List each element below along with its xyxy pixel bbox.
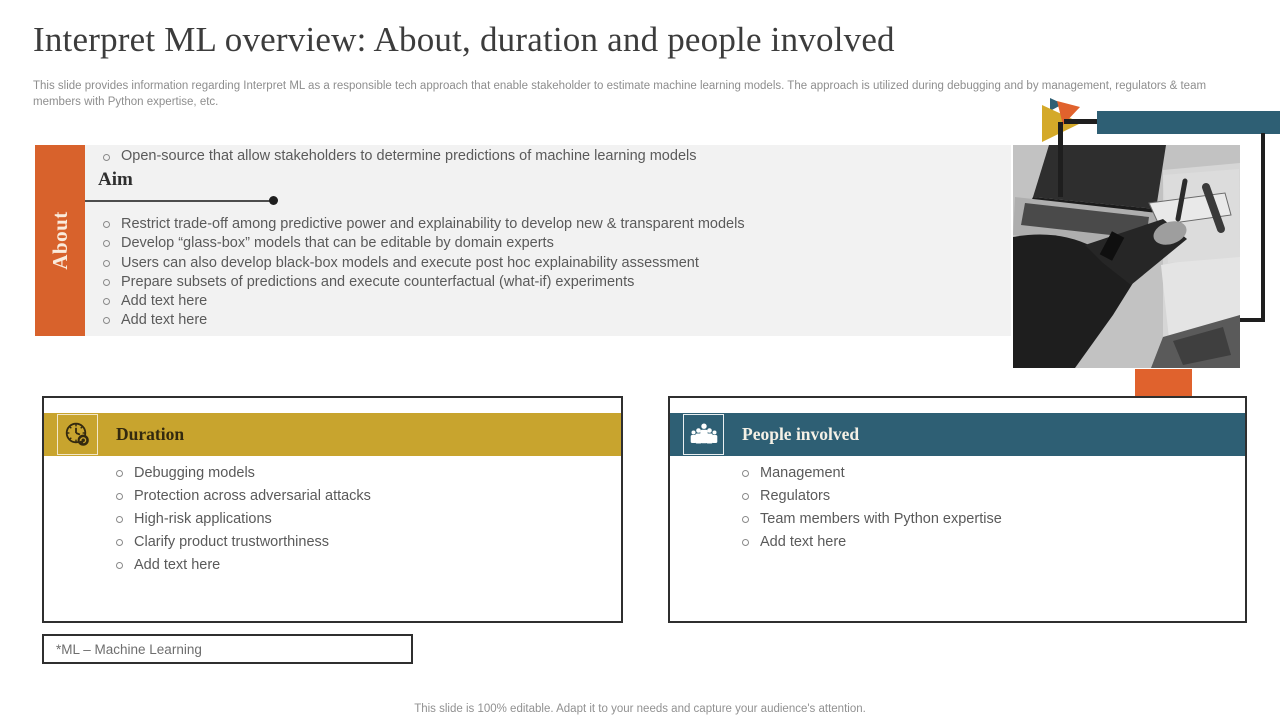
about-aim-list: [103, 215, 998, 331]
duration-card: [42, 396, 623, 623]
duration-heading: Duration: [116, 424, 185, 444]
list-item: [742, 462, 1222, 485]
orange-accent-block: [1135, 369, 1192, 396]
people-icon-frame: [683, 414, 724, 455]
list-item: [103, 254, 998, 273]
list-item: [103, 273, 998, 292]
circle-bullet-icon: [103, 317, 110, 324]
aim-connector-dot: [269, 196, 278, 205]
list-item-text: Team members with Python expertise: [760, 511, 1002, 527]
circle-bullet-icon: [103, 221, 110, 228]
list-item: [742, 508, 1222, 531]
duration-header: [44, 413, 621, 456]
circle-bullet-icon: [116, 493, 123, 500]
stopwatch-icon: [64, 421, 91, 448]
about-intro-list: [103, 148, 993, 164]
people-involved-card: [668, 396, 1247, 623]
list-item-text: Clarify product trustworthiness: [134, 534, 330, 550]
connector-line-horizontal: [1064, 119, 1100, 124]
about-tab: [35, 145, 85, 336]
circle-bullet-icon: [116, 539, 123, 546]
list-item-text: Add text here: [134, 557, 221, 573]
list-item-text: Develop “glass-box” models that can be editable by domain experts: [121, 235, 554, 252]
list-item: [116, 531, 596, 554]
slide-title: Interpret ML overview: About, duration and people involved: [33, 20, 895, 59]
people-header: [670, 413, 1245, 456]
list-item-text: Protection across adversarial attacks: [134, 488, 371, 504]
list-item: [103, 311, 998, 330]
teal-accent-bar: [1097, 111, 1280, 134]
aim-connector-line: [85, 200, 273, 202]
list-item: [116, 485, 596, 508]
list-item: [116, 554, 596, 577]
footnote-box: [42, 634, 413, 664]
duration-list: [116, 462, 596, 577]
slide-description: This slide provides information regarding Interpret ML as a responsible tech approach that enable stakeholder to estimate machine learning models. The approach is utilized during debugging and by management, regulators & team members with Python expertise, etc.: [33, 80, 1207, 109]
circle-bullet-icon: [742, 470, 749, 477]
list-item-text: Regulators: [760, 488, 831, 504]
circle-bullet-icon: [103, 154, 110, 161]
list-item-text: Management: [760, 465, 845, 481]
list-item: [116, 462, 596, 485]
list-item-text: Users can also develop black-box models and execute post hoc explainability assessment: [121, 254, 699, 271]
list-item-text: High-risk applications: [134, 511, 272, 527]
about-section: [85, 145, 1011, 336]
circle-bullet-icon: [103, 260, 110, 267]
list-item-text: Add text here: [121, 312, 208, 329]
list-item: [103, 215, 998, 234]
connector-line-right-horizontal: [1238, 318, 1265, 322]
list-item: [103, 292, 998, 311]
people-list: [742, 462, 1222, 554]
list-item-text: Restrict trade-off among predictive power and explainability to develop new & transparent models: [121, 216, 745, 232]
circle-bullet-icon: [742, 539, 749, 546]
list-item: [742, 531, 1222, 554]
connector-line-vertical: [1058, 122, 1063, 197]
circle-bullet-icon: [742, 516, 749, 523]
circle-bullet-icon: [103, 240, 110, 247]
list-item-text: Add text here: [760, 534, 847, 550]
list-item-text: Add text here: [121, 293, 208, 310]
list-item: [103, 148, 993, 164]
circle-bullet-icon: [116, 562, 123, 569]
list-item-text: Prepare subsets of predictions and execute counterfactual (what-if) experiments: [121, 273, 635, 290]
connector-line-right-vertical: [1261, 133, 1265, 322]
circle-bullet-icon: [116, 470, 123, 477]
list-item: [116, 508, 596, 531]
about-tab-label: About: [47, 211, 72, 270]
people-heading: People involved: [742, 424, 860, 444]
duration-icon-frame: [57, 414, 98, 455]
list-item: [742, 485, 1222, 508]
footnote-text: *ML – Machine Learning: [56, 641, 202, 657]
circle-bullet-icon: [103, 298, 110, 305]
aim-heading: Aim: [98, 169, 133, 190]
laptop-writing-photo: [1013, 145, 1240, 368]
circle-bullet-icon: [742, 493, 749, 500]
list-item: [103, 234, 998, 253]
list-item-text: Debugging models: [134, 465, 255, 481]
editable-note: This slide is 100% editable. Adapt it to your needs and capture your audience's attention.: [414, 703, 866, 715]
circle-bullet-icon: [116, 516, 123, 523]
circle-bullet-icon: [103, 279, 110, 286]
list-item-text: Open-source that allow stakeholders to determine predictions of machine learning models: [121, 148, 697, 164]
people-group-icon: [689, 422, 719, 448]
